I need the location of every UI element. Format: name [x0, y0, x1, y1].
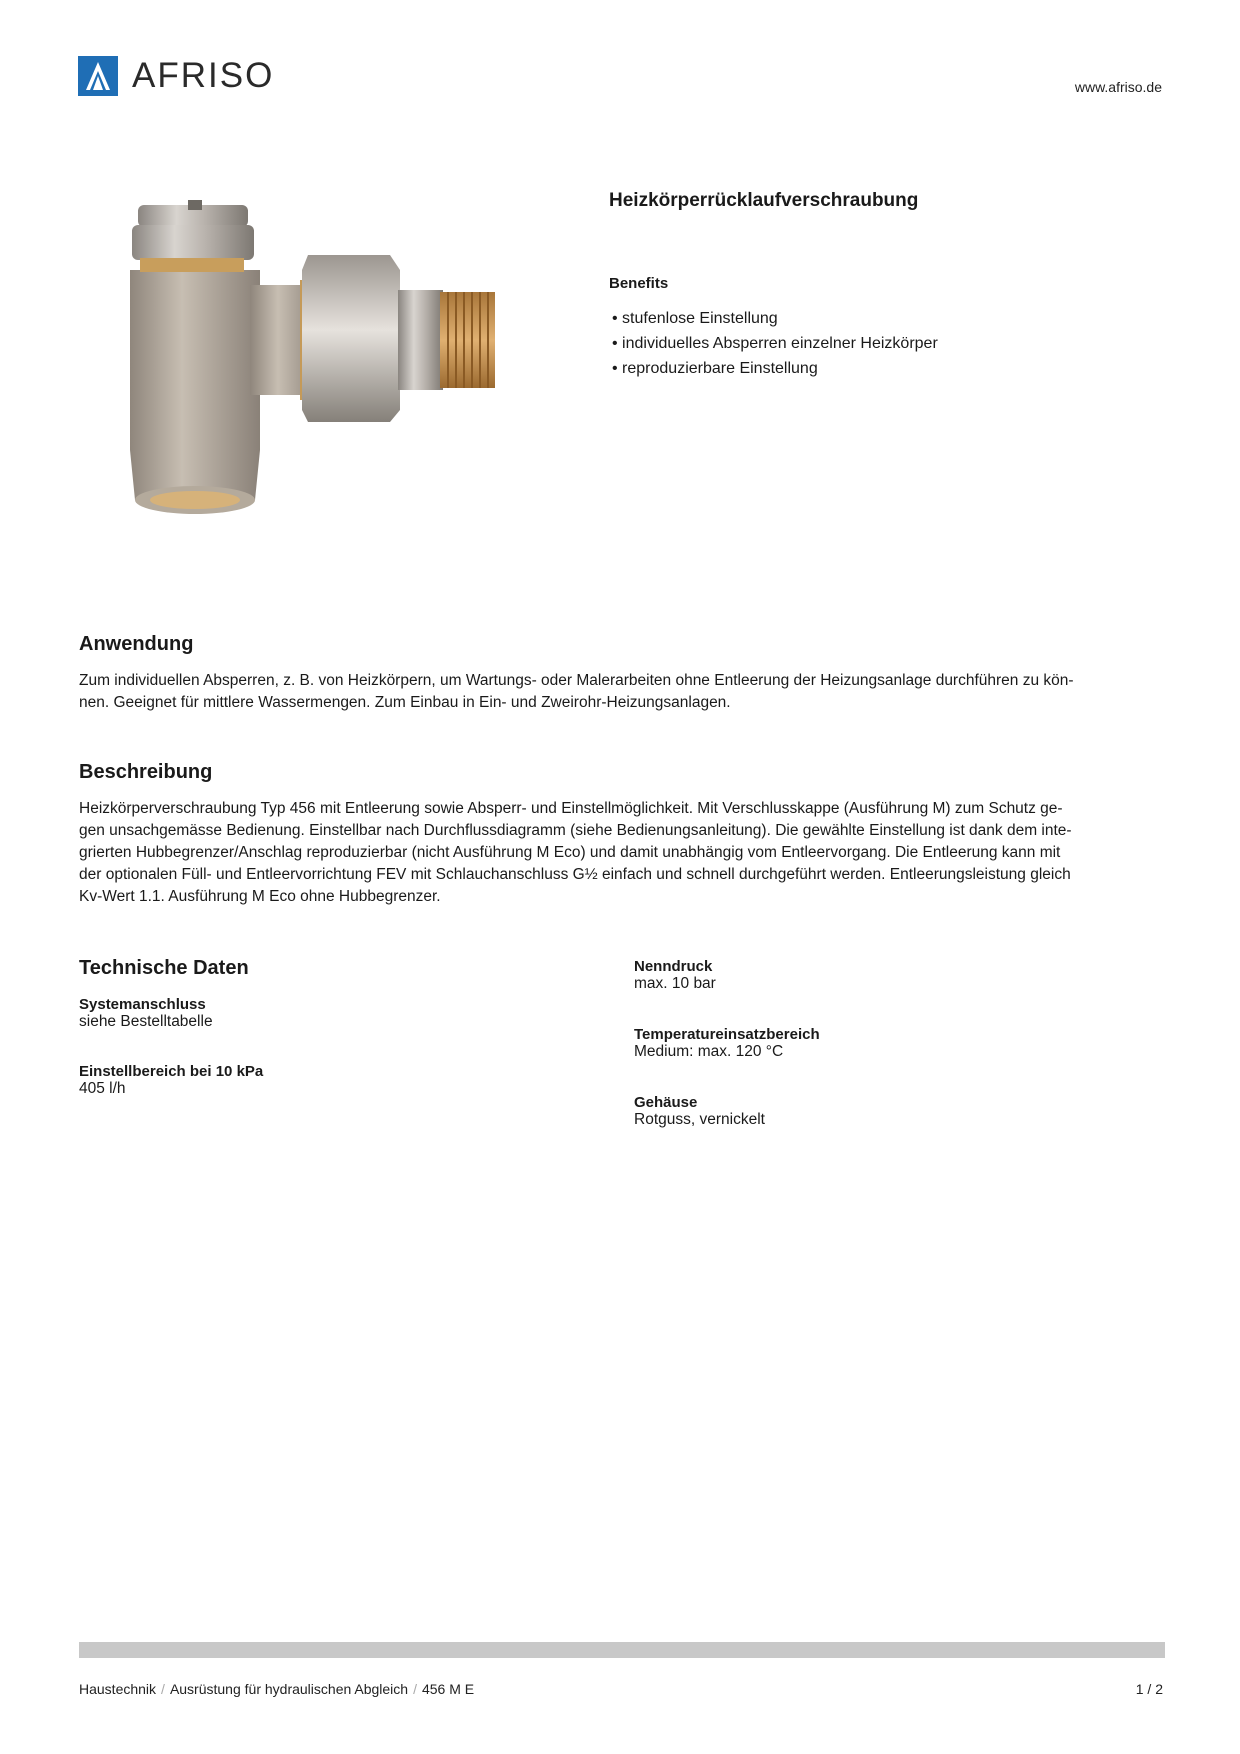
footer-divider	[79, 1642, 1165, 1658]
breadcrumb	[79, 1681, 474, 1697]
product-title: Heizkörperrücklaufverschraubung	[609, 190, 919, 211]
spec-gehaeuse	[634, 1094, 765, 1129]
spec-value: Medium: max. 120 °C	[634, 1043, 784, 1060]
technische-daten-heading: Technische Daten	[79, 957, 249, 979]
spec-label: Einstellbereich bei 10 kPa	[79, 1063, 264, 1080]
benefit-item: • individuelles Absperren einzelner Heizkörper	[612, 331, 938, 356]
breadcrumb-separator: /	[413, 1681, 417, 1697]
breadcrumb-separator: /	[161, 1681, 165, 1697]
spec-value: siehe Bestelltabelle	[79, 1013, 213, 1030]
afriso-logo-icon	[78, 56, 118, 96]
anwendung-heading: Anwendung	[79, 633, 194, 655]
benefit-item: • reproduzierbare Einstellung	[612, 356, 938, 381]
spec-einstellbereich	[79, 1063, 263, 1098]
spec-label: Temperatureinsatzbereich	[634, 1026, 820, 1043]
spec-label: Gehäuse	[634, 1094, 698, 1111]
breadcrumb-item[interactable]: 456 M E	[421, 1681, 475, 1697]
benefit-item: • stufenlose Einstellung	[612, 306, 938, 331]
page-number: 1 / 2	[1135, 1681, 1163, 1697]
spec-temperatureinsatzbereich	[634, 1026, 820, 1061]
spec-value: Rotguss, vernickelt	[634, 1111, 765, 1128]
breadcrumb-item[interactable]: Ausrüstung für hydraulischen Abgleich	[169, 1681, 409, 1697]
text-line: Heizkörperverschraubung Typ 456 mit Entleerung sowie Absperr- und Einstellmöglichkeit. Mit Verschlusskappe (Ausführung M) zum Schutz ge-	[79, 800, 1063, 817]
spec-systemanschluss	[79, 996, 213, 1031]
spec-nenndruck	[634, 958, 716, 993]
radiator-valve-image	[110, 200, 540, 530]
text-line: Kv-Wert 1.1. Ausführung M Eco ohne Hubbegrenzer.	[79, 888, 441, 905]
anwendung-text	[79, 670, 1169, 714]
benefits-heading: Benefits	[609, 275, 669, 292]
text-line: Zum individuellen Absperren, z. B. von Heizkörpern, um Wartungs- oder Malerarbeiten ohne Entleerung der Heizungsanlage durchführen zu kön-	[79, 672, 1074, 689]
spec-value: max. 10 bar	[634, 975, 716, 992]
logo-text: AFRISO	[132, 56, 275, 95]
website-link[interactable]: www.afriso.de	[1074, 79, 1162, 95]
benefits-list	[612, 306, 938, 381]
text-line: grierten Hubbegrenzer/Anschlag reproduzierbar (nicht Ausführung M Eco) und damit unabhängig vom Entleervorgang. Die Entleerung kann mit	[79, 844, 1061, 861]
text-line: der optionalen Füll- und Entleervorrichtung FEV mit Schlauchanschluss G½ einfach und schnell durchgeführt werden. Entleerungsleistung gleich	[79, 866, 1071, 883]
spec-value: 405 l/h	[79, 1080, 126, 1097]
breadcrumb-item[interactable]: Haustechnik	[79, 1681, 157, 1697]
beschreibung-text	[79, 798, 1169, 908]
text-line: nen. Geeignet für mittlere Wassermengen. Zum Einbau in Ein- und Zweirohr-Heizungsanlagen.	[79, 694, 731, 711]
afriso-logo	[78, 56, 274, 96]
spec-label: Nenndruck	[634, 958, 713, 975]
text-line: gen unsachgemässe Bedienung. Einstellbar nach Durchflussdiagramm (siehe Bedienungsanleitung). Die gewählte Einstellung ist dank dem inte-	[79, 822, 1072, 839]
spec-label: Systemanschluss	[79, 996, 206, 1013]
beschreibung-heading: Beschreibung	[79, 761, 213, 783]
